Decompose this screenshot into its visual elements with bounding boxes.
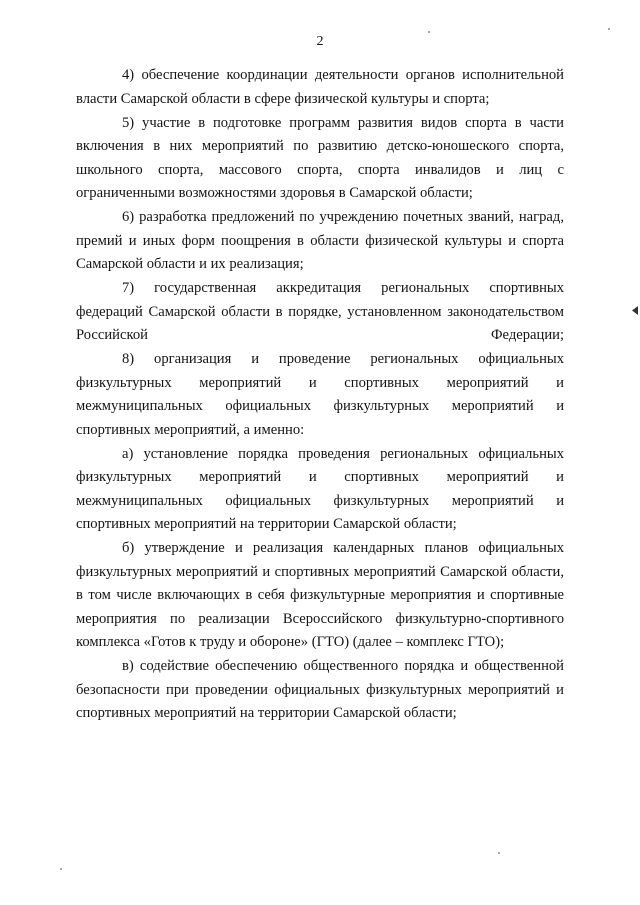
scan-speck xyxy=(498,852,500,854)
scan-speck xyxy=(608,28,610,30)
paragraph-item-5: 5) участие в подготовке программ развития видов спорта в части включения в них мероприятий по развитию детско-юношеского спорта, школьного спорта, массового спорта, спорта инвалидов и лиц с ограниченными возможностями здоровья в Самарской области; xyxy=(76,114,564,201)
paragraph-item-4: 4) обеспечение координации деятельности органов исполнительной власти Самарской области в сфере физической культуры и спорта; xyxy=(76,67,564,107)
document-body xyxy=(76,64,564,726)
scan-speck xyxy=(60,868,62,870)
paragraph-item-8a: а) установление порядка проведения региональных официальных физкультурных мероприятий и спортивных мероприятий и межмуниципальных официальных физкультурных мероприятий и спортивных мероприятий на территории Самарской области; xyxy=(76,445,564,532)
page-number: 2 xyxy=(316,34,324,49)
scan-speck xyxy=(428,31,430,33)
paragraph-item-7: 7) государственная аккредитация региональных спортивных федераций Самарской области в порядке, установленном законодательством Российской Федерации; xyxy=(76,280,564,343)
paragraph-item-6: 6) разработка предложений по учреждению почетных званий, наград, премий и иных форм поощрения в области физической культуры и спорта Самарской области и их реализация; xyxy=(76,209,564,272)
scan-margin-mark xyxy=(632,306,638,315)
paragraph-item-8v: в) содействие обеспечению общественного порядка и общественной безопасности при проведении официальных физкультурных мероприятий и спортивных мероприятий на территории Самарской области; xyxy=(76,658,564,721)
paragraph-item-8b: б) утверждение и реализация календарных планов официальных физкультурных мероприятий и спортивных мероприятий Самарской области, в том числе включающих в себя физкультурные мероприятия и спортивные мероприятия по реализации Всероссийского физкультурно-спортивного комплекса «Готов к труду и обороне» (ГТО) (далее – комплекс ГТО); xyxy=(76,540,564,650)
paragraph-item-8: 8) организация и проведение региональных официальных физкультурных мероприятий и спортивных мероприятий и межмуниципальных официальных физкультурных мероприятий и спортивных мероприятий, а именно: xyxy=(76,351,564,438)
